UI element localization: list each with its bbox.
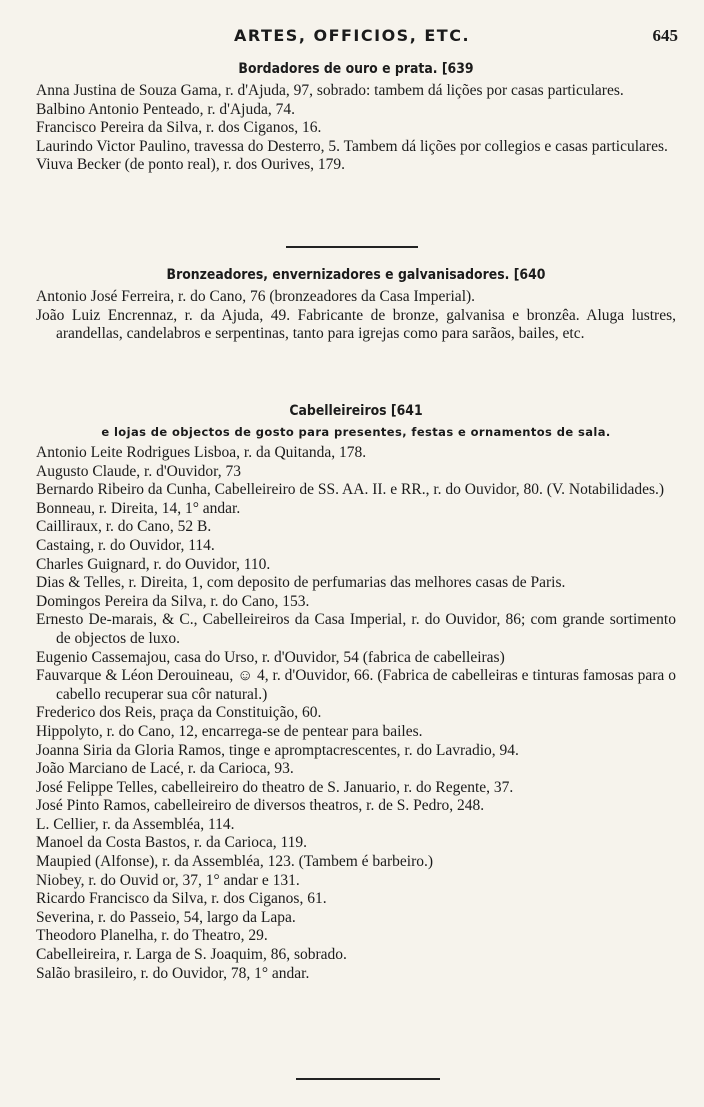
list-item: Antonio José Ferreira, r. do Cano, 76 (bronzeadores da Casa Imperial).: [36, 288, 476, 305]
section-bordadores: [36, 58, 676, 175]
list-item: Laurindo Victor Paulino, travessa do Desterro, 5. Tambem dá lições por collegios e casas particulares.: [36, 137, 668, 155]
list-item: Ricardo Francisco da Silva, r. dos Ciganos, 61.: [36, 890, 327, 908]
list-item: Balbino Antonio Penteado, r. d'Ajuda, 74.: [36, 100, 295, 118]
section-heading: Bronzeadores, envernizadores e galvanisadores. [640: [166, 267, 546, 283]
list-item: Antonio Leite Rodrigues Lisboa, r. da Quitanda, 178.: [36, 444, 367, 461]
running-head: [0, 26, 704, 48]
list-item: Charles Guignard, r. do Ouvidor, 110.: [36, 555, 271, 573]
list-item: Bernardo Ribeiro da Cunha, Cabelleireiro de SS. AA. II. e RR., r. do Ouvidor, 80. (V. Notabilidades.): [36, 481, 665, 499]
section-subheading: e lojas de objectos de gosto para presentes, festas e ornamentos de sala.: [101, 425, 611, 439]
list-item: Bonneau, r. Direita, 14, 1° andar.: [36, 499, 241, 517]
list-item: Francisco Pereira da Silva, r. dos Ciganos, 16.: [36, 119, 322, 137]
list-item: Manoel da Costa Bastos, r. da Carioca, 119.: [36, 834, 308, 852]
section-divider: [286, 246, 418, 248]
list-item: Joanna Siria da Gloria Ramos, tinge e apromptacrescentes, r. do Lavradio, 94.: [36, 741, 519, 759]
section-heading: Cabelleireiros [641: [289, 403, 423, 419]
section-bronzeadores: [36, 264, 676, 344]
entry-list: [36, 444, 676, 983]
list-item: Anna Justina de Souza Gama, r. d'Ajuda, 97, sobrado: tambem dá lições por casas particulares.: [36, 82, 624, 99]
list-item: Cailliraux, r. do Cano, 52 B.: [36, 518, 212, 536]
list-item: José Felippe Telles, cabelleireiro do theatro de S. Januario, r. do Regente, 37.: [36, 778, 514, 796]
running-title: ARTES, OFFICIOS, ETC.: [233, 26, 471, 45]
entry-list: [36, 288, 676, 344]
page-number: 645: [652, 26, 678, 45]
list-item: Eugenio Cassemajou, casa do Urso, r. d'Ouvidor, 54 (fabrica de cabelleiras): [36, 648, 505, 666]
list-item: Theodoro Planelha, r. do Theatro, 29.: [36, 927, 268, 945]
section-cabelleireiros: [36, 400, 676, 983]
section-heading: Bordadores de ouro e prata. [639: [238, 61, 474, 77]
list-item: Castaing, r. do Ouvidor, 114.: [36, 536, 215, 554]
entry-list: [36, 82, 676, 175]
list-item: Domingos Pereira da Silva, r. do Cano, 153.: [36, 592, 310, 610]
list-item: Severina, r. do Passeio, 54, largo da Lapa.: [36, 908, 296, 926]
list-item: L. Cellier, r. da Assembléa, 114.: [36, 815, 235, 833]
list-item: João Luiz Encrennaz, r. da Ajuda, 49. Fabricante de bronze, galvanisa e bronzêa. Aluga lustres, arandellas, candelabros e serpentinas, tanto para igrejas como para sarãos, bailes, etc.: [36, 306, 676, 343]
list-item: João Marciano de Lacé, r. da Carioca, 93.: [36, 760, 294, 778]
list-item: Fauvarque & Léon Derouineau, ☺ 4, r. d'Ouvidor, 66. (Fabrica de cabelleiras e tinturas famosas para o cabello recuperar sua côr natural.): [36, 667, 676, 703]
list-item: Hippolyto, r. do Cano, 12, encarrega-se de pentear para bailes.: [36, 722, 423, 740]
list-item: José Pinto Ramos, cabelleireiro de diversos theatros, r. de S. Pedro, 248.: [36, 797, 485, 815]
list-item: Cabelleireira, r. Larga de S. Joaquim, 86, sobrado.: [36, 946, 347, 964]
list-item: Viuva Becker (de ponto real), r. dos Ourives, 179.: [36, 156, 345, 174]
list-item: Salão brasileiro, r. do Ouvidor, 78, 1° andar.: [36, 964, 310, 982]
list-item: Frederico dos Reis, praça da Constituição, 60.: [36, 704, 322, 722]
list-item: Maupied (Alfonse), r. da Assembléa, 123. (Tambem é barbeiro.): [36, 853, 434, 871]
list-item: Niobey, r. do Ouvid or, 37, 1° andar e 131.: [36, 871, 300, 889]
section-divider: [296, 1078, 440, 1080]
list-item: Dias & Telles, r. Direita, 1, com deposito de perfumarias das melhores casas de Paris.: [36, 574, 566, 592]
list-item: Augusto Claude, r. d'Ouvidor, 73: [36, 462, 241, 480]
list-item: Ernesto De-marais, & C., Cabelleireiros da Casa Imperial, r. do Ouvidor, 86; com grande sortimento de objectos de luxo.: [36, 611, 676, 647]
